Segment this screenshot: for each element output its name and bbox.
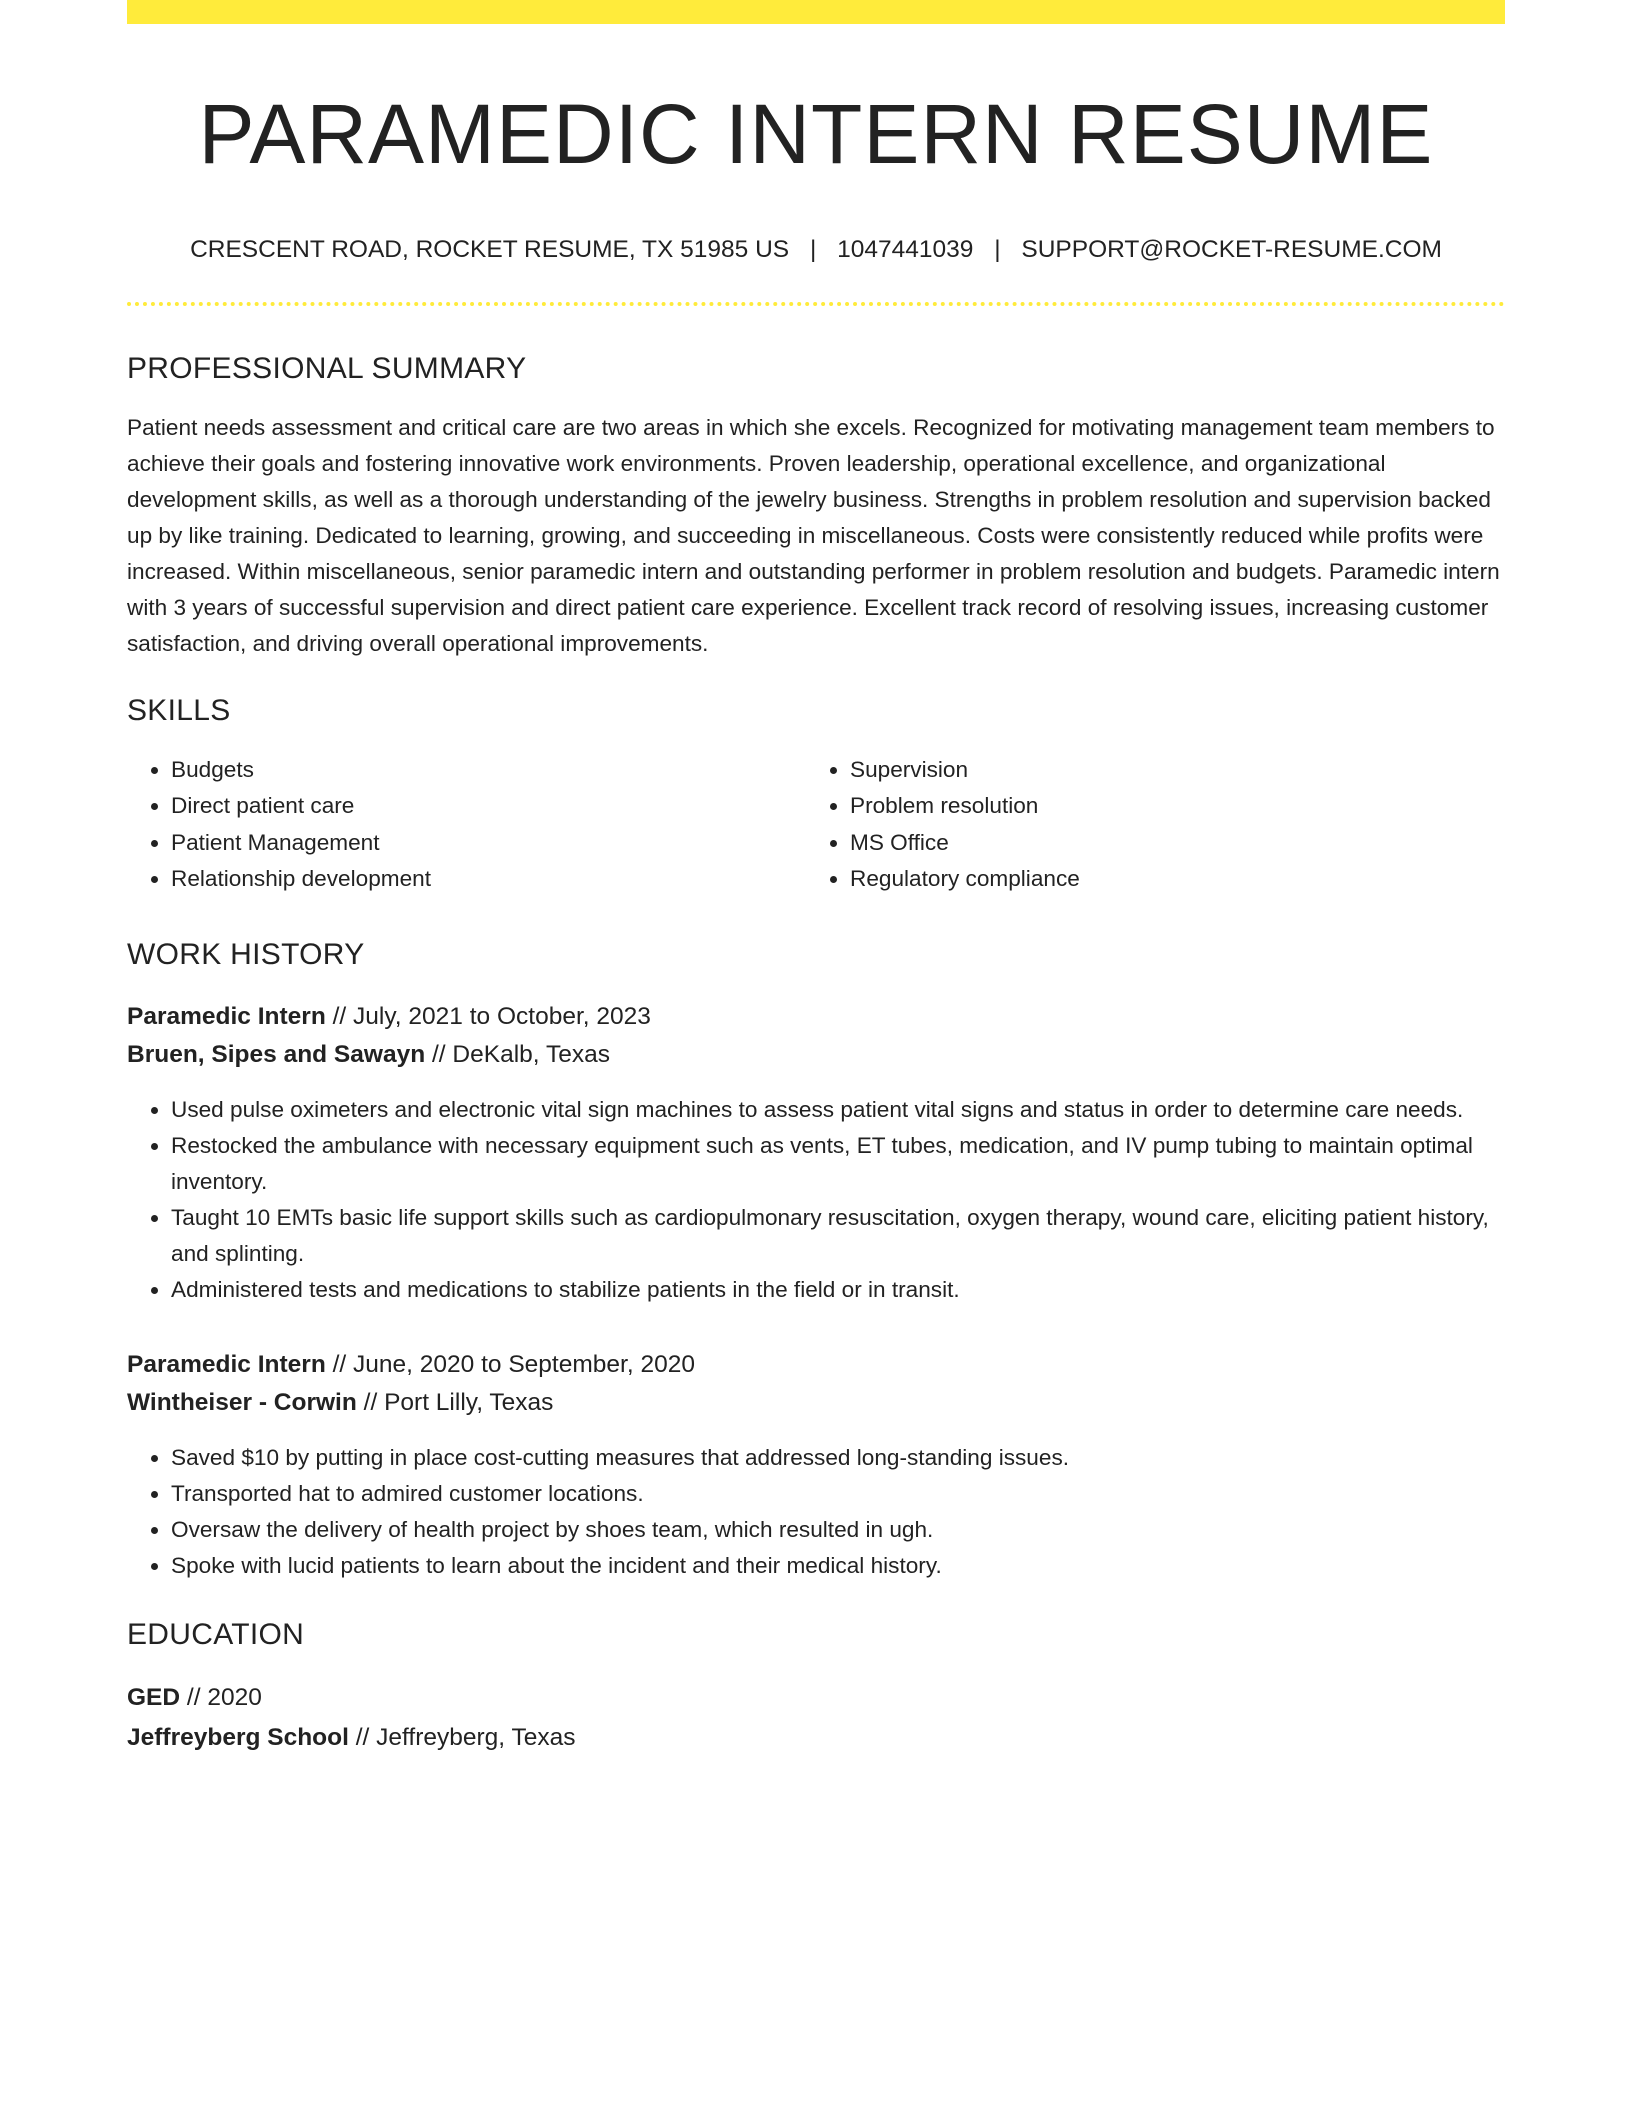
education-school: Jeffreyberg School xyxy=(127,1723,349,1751)
field-separator: // xyxy=(325,1002,354,1030)
skill-item: • Relationship development xyxy=(171,861,806,898)
skills-grid xyxy=(127,752,1505,898)
skills-column-right xyxy=(806,752,1485,898)
job-dates: June, 2020 to September, 2020 xyxy=(353,1350,695,1378)
job-bullet: • Restocked the ambulance with necessary equipment such as vents, ET tubes, medication, and IV pump tubing to maintain optimal inventory. xyxy=(171,1128,1505,1200)
field-separator: // xyxy=(180,1683,208,1711)
resume-title: PARAMEDIC INTERN RESUME xyxy=(198,87,1434,181)
skills-column-left xyxy=(127,752,806,898)
skill-item: • Budgets xyxy=(171,752,806,789)
education-entry xyxy=(127,1678,1505,1758)
job-role-line xyxy=(127,998,1505,1036)
job-entry xyxy=(127,998,1505,1308)
job-bullet: • Taught 10 EMTs basic life support skills such as cardiopulmonary resuscitation, oxygen therapy, wound care, eliciting patient history, and splinting. xyxy=(171,1200,1505,1272)
skill-item: • Supervision xyxy=(850,752,1485,789)
field-separator: // xyxy=(425,1040,453,1068)
field-separator: // xyxy=(348,1723,377,1751)
skill-item: • MS Office xyxy=(850,825,1485,862)
job-bullet: • Saved $10 by putting in place cost-cutting measures that addressed long-standing issues. xyxy=(171,1440,1505,1476)
summary-heading: PROFESSIONAL SUMMARY xyxy=(127,351,527,385)
job-bullet: • Transported hat to admired customer locations. xyxy=(171,1476,1505,1512)
field-separator: // xyxy=(356,1388,385,1416)
education-degree-line xyxy=(127,1678,1505,1718)
education-school-line xyxy=(127,1718,1505,1758)
job-role: Paramedic Intern xyxy=(127,1350,326,1378)
summary-text: Patient needs assessment and critical care are two areas in which she excels. Recognized for motivating management team members to achieve their goals and fostering innovative work environments. Proven leadership, operational excellence, and organizational development skills, as well as a thorough understanding of the jewelry business. Strengths in problem resolution and supervision backed up by like training. Dedicated to learning, growing, and succeeding in miscellaneous. Costs were consistently reduced while profits were increased. Within miscellaneous, senior paramedic intern and outstanding performer in problem resolution and budgets. Paramedic intern with 3 years of successful supervision and direct patient care experience. Excellent track record of resolving issues, increasing customer satisfaction, and driving overall operational improvements. xyxy=(127,414,1500,656)
job-bullets xyxy=(127,1092,1505,1308)
resume-page xyxy=(127,0,1505,1758)
job-company-line xyxy=(127,1384,1505,1422)
contact-email: SUPPORT@ROCKET-RESUME.COM xyxy=(1021,235,1442,263)
field-separator: // xyxy=(325,1350,354,1378)
contact-address: CRESCENT ROAD, ROCKET RESUME, TX 51985 US xyxy=(190,235,790,263)
job-company: Wintheiser - Corwin xyxy=(127,1388,357,1416)
job-bullet: • Administered tests and medications to stabilize patients in the field or in transit. xyxy=(171,1272,1505,1308)
contact-line xyxy=(127,235,1505,264)
skill-item: • Direct patient care xyxy=(171,788,806,825)
job-entry xyxy=(127,1346,1505,1584)
job-dates: July, 2021 to October, 2023 xyxy=(353,1002,651,1030)
top-accent-bar xyxy=(127,0,1505,24)
job-bullet: • Oversaw the delivery of health project by shoes team, which resulted in ugh. xyxy=(171,1512,1505,1548)
education-location: Jeffreyberg, Texas xyxy=(376,1723,576,1751)
job-company: Bruen, Sipes and Sawayn xyxy=(127,1040,426,1068)
skill-item: • Regulatory compliance xyxy=(850,861,1485,898)
skill-item: • Patient Management xyxy=(171,825,806,862)
education-year: 2020 xyxy=(207,1683,262,1711)
education-heading: EDUCATION xyxy=(127,1617,305,1651)
job-location: Port Lilly, Texas xyxy=(384,1388,554,1416)
skills-heading: SKILLS xyxy=(127,693,231,727)
work-history-heading: WORK HISTORY xyxy=(127,937,365,971)
job-bullet: • Spoke with lucid patients to learn about the incident and their medical history. xyxy=(171,1548,1505,1584)
job-role: Paramedic Intern xyxy=(127,1002,326,1030)
job-location: DeKalb, Texas xyxy=(452,1040,610,1068)
contact-separator: | xyxy=(994,235,1001,263)
job-company-line xyxy=(127,1036,1505,1074)
header-divider xyxy=(127,302,1505,306)
job-bullets xyxy=(127,1440,1505,1584)
skill-item: • Problem resolution xyxy=(850,788,1485,825)
contact-phone: 1047441039 xyxy=(837,235,974,263)
education-degree: GED xyxy=(127,1683,181,1711)
job-bullet: • Used pulse oximeters and electronic vital sign machines to assess patient vital signs and status in order to determine care needs. xyxy=(171,1092,1505,1128)
contact-separator: | xyxy=(809,235,817,263)
job-role-line xyxy=(127,1346,1505,1384)
